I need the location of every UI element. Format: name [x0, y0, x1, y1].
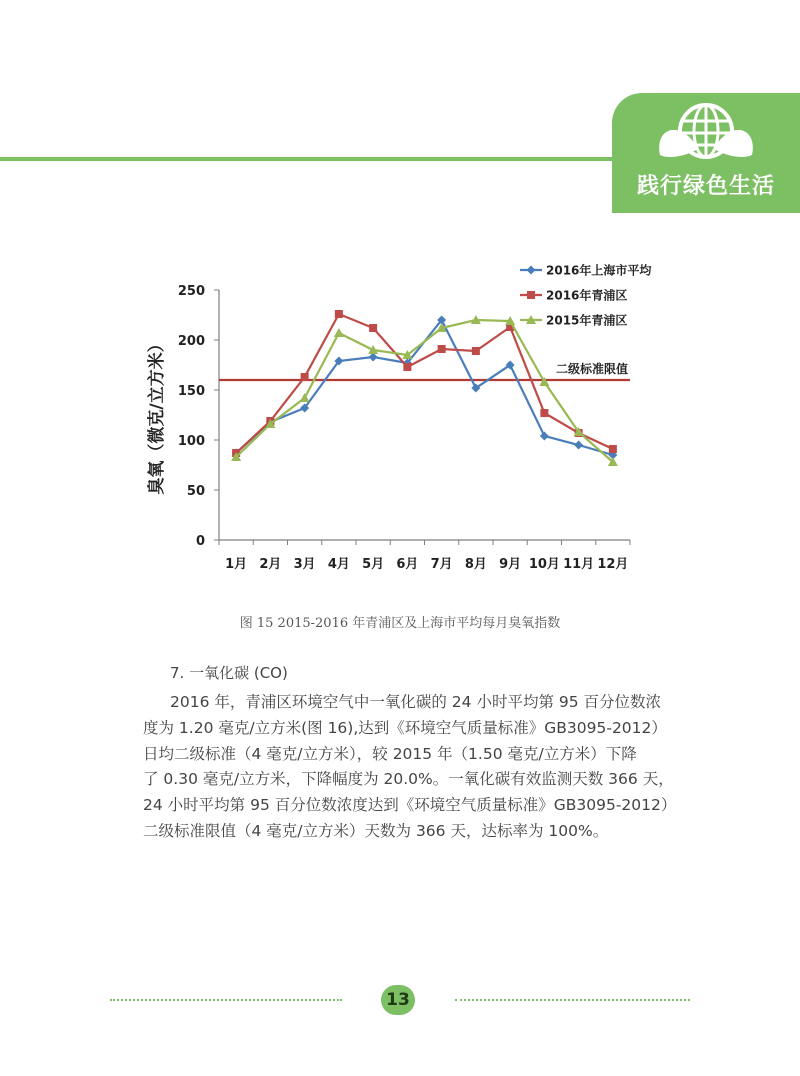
data-point: [472, 347, 480, 355]
data-point: [335, 310, 343, 318]
x-tick-label: 10月: [528, 557, 560, 572]
paragraph-line: 24 小时平均第 95 百分位数浓度达到《环境空气质量标准》GB3095-2012）: [143, 796, 677, 815]
footer-rule-left: [110, 999, 342, 1001]
data-point: [539, 377, 549, 386]
data-point: [540, 432, 549, 441]
data-point: [300, 393, 310, 402]
paragraph-line: 2016 年，青浦区环境空气中一氧化碳的 24 小时平均第 95 百分位数浓: [170, 693, 662, 711]
y-tick-label: 0: [195, 534, 205, 549]
paragraph-line: 了 0.30 毫克/立方米，下降幅度为 20.0%。一氧化碳有效监测天数 366 天，: [143, 770, 674, 789]
x-tick-label: 5月: [362, 557, 385, 572]
x-tick-label: 8月: [464, 557, 487, 572]
x-tick-label: 2月: [259, 557, 282, 572]
x-tick-label: 12月: [597, 557, 629, 572]
data-point: [334, 328, 344, 337]
data-point: [301, 373, 309, 381]
page-number: 13: [381, 985, 415, 1015]
paragraph-line: 二级标准限值（4 毫克/立方米）天数为 366 天，达标率为 100%。: [143, 821, 609, 840]
data-point: [438, 345, 446, 353]
x-tick-label: 7月: [430, 557, 453, 572]
data-point: [574, 441, 583, 450]
legend-marker: [527, 291, 535, 299]
y-axis-title: 臭氧（微克/立方米）: [147, 335, 167, 495]
x-tick-label: 11月: [563, 557, 595, 572]
y-tick-label: 200: [177, 334, 205, 349]
reference-line-label: 二级标准限值: [555, 362, 628, 376]
badge-title: 践行绿色生活: [636, 174, 775, 199]
footer-rule-right: [455, 999, 690, 1001]
data-point: [403, 363, 411, 371]
x-tick-label: 3月: [293, 557, 316, 572]
y-tick-label: 250: [177, 284, 205, 299]
x-tick-label: 9月: [499, 557, 522, 572]
series-line-1: [236, 314, 613, 453]
x-tick-label: 4月: [327, 557, 350, 572]
legend-label: 2016年青浦区: [546, 288, 628, 303]
paragraph-line: 日均二级标准（4 毫克/立方米），较 2015 年（1.50 毫克/立方米）下降: [143, 744, 637, 763]
paragraph-line: 度为 1.20 毫克/立方米(图 16),达到《环境空气质量标准》GB3095-2012）: [143, 718, 667, 737]
y-tick-label: 100: [177, 434, 205, 449]
section-heading: 7. 一氧化碳 (CO): [170, 664, 288, 682]
data-point: [609, 445, 617, 453]
legend-label: 2016年上海市平均: [546, 263, 652, 278]
legend-label: 2015年青浦区: [546, 313, 628, 328]
x-tick-label: 6月: [396, 557, 419, 572]
figure-caption: 图 15 2015-2016 年青浦区及上海市平均每月臭氧指数: [239, 616, 561, 631]
legend-marker: [527, 266, 536, 275]
body-paragraph: [143, 690, 677, 845]
x-tick-label: 1月: [225, 557, 248, 572]
data-point: [540, 409, 548, 417]
data-point: [369, 324, 377, 332]
y-tick-label: 50: [186, 484, 205, 499]
y-tick-label: 150: [177, 384, 205, 399]
